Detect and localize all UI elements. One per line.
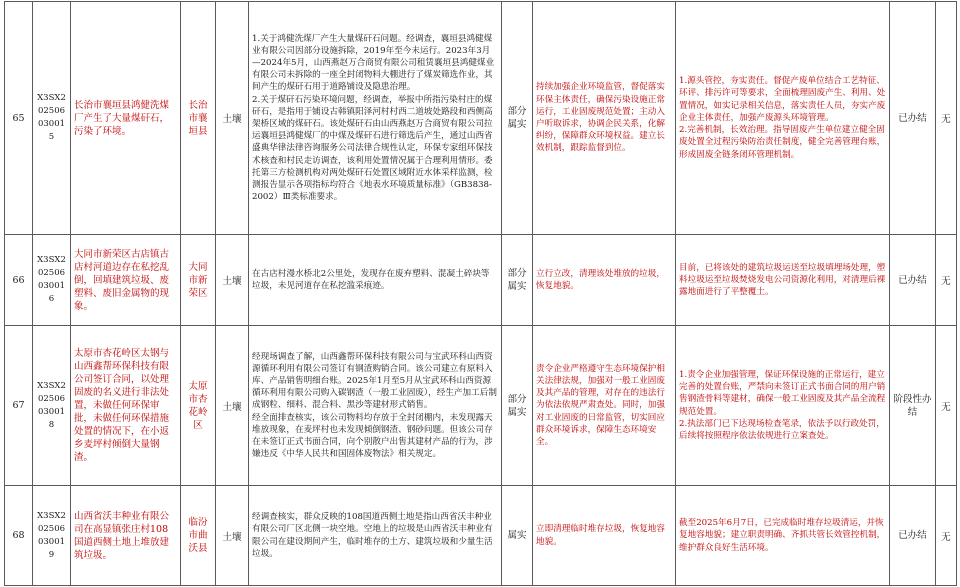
- row-number: 65: [5, 2, 33, 235]
- rectification-plan: 责令企业严格遵守生态环境保护相关法律法规，加强对一般工业固废及其产品的管理，对存在的违法行为依法依规严肃查处。同时，加强对工业固废的日常监管，切实回应群众环境诉求，保障生态环境安全。: [533, 326, 676, 486]
- administrative-region: 大同市新荣区: [181, 235, 216, 326]
- investigation-finding: [249, 326, 502, 486]
- rectification-progress: 截至2025年6月7日，已完成临时堆存垃圾清运，并恢复地容地貌；建立职责明确、齐抓共管长效管控机制，维护群众良好生活环境。: [676, 486, 890, 586]
- table-row: [5, 486, 957, 586]
- complaint-content: 大同市新荣区古店镇古店村河道边存在私挖乱倒，回填建筑垃圾、废塑料、废旧金属物的现象。: [71, 235, 181, 326]
- case-code: X3SX202506030016: [33, 235, 71, 326]
- complaint-table: [4, 1, 957, 586]
- investigation-finding: [249, 235, 502, 326]
- status-badge: 已办结: [890, 235, 936, 326]
- accountability: 无: [936, 2, 957, 235]
- row-number: 68: [5, 486, 33, 586]
- row-number: 66: [5, 235, 33, 326]
- rectification-progress: 1.责令企业加强管理，保证环保设施的正常运行，建立完善的处置台账，严禁向未签订正式书面合同的用户销售钢渣骨料等建材，确保一般工业固废及其产品全流程规范处置。 2.执法部门已下达现场检查笔录，依法予以行政处罚，后续将按照程序依法依规进行立案查处。: [676, 326, 890, 486]
- pollution-type: 土壤: [216, 326, 249, 486]
- accountability: 无: [936, 326, 957, 486]
- rectification-progress: 目前，已将该处的建筑垃圾运送至垃圾填埋场处理，塑料垃圾运至垃圾焚烧发电公司资源化利用，对清理后裸露地面进行了平整覆土。: [676, 235, 890, 326]
- rectification-progress: 1.源头管控，夯实责任。督促产废单位结合工艺特征、环评、排污许可等要求，全面梳理固废产生、利用、处置情况，如实记录相关信息，落实责任人员，夯实产废企业主体责任，加强产废源头环境管理。 2.完善机制，长效治理。指导固废产生单位建立健全固废处置全过程污染防治责任制度，健全完善管理台账，形成固废全链条闭环管理机制。: [676, 2, 890, 235]
- pollution-type: 土壤: [216, 235, 249, 326]
- pollution-type: 土壤: [216, 486, 249, 586]
- accountability: 无: [936, 235, 957, 326]
- table-row: [5, 235, 957, 326]
- complaint-content: 太原市杏花岭区太钢与山西鑫帮环保科技有限公司签订合同，以处理固废的名义进行非法处置，未做任何环保审批，未做任何环保措施处置的情况下，在小返乡麦坪村倾倒大量钢渣。: [71, 326, 181, 486]
- complaint-content: 长治市襄垣县鸿健洗煤厂产生了大量煤矸石，污染了环境。: [71, 2, 181, 235]
- rectification-plan: 持续加强企业环境监管，督促落实环保主体责任，确保污染设施正常运行，工业固废规范处置；主动入户听取诉求，协调企民关系，化解纠纷，保障群众环境权益。建立长效机制，跟踪监督到位。: [533, 2, 676, 235]
- case-code: X3SX202506030018: [33, 326, 71, 486]
- status-badge: 已办结: [890, 486, 936, 586]
- row-number: 67: [5, 326, 33, 486]
- accountability: 无: [936, 486, 957, 586]
- pollution-type: 土壤: [216, 2, 249, 235]
- administrative-region: 临汾市曲沃县: [181, 486, 216, 586]
- finding-text: 经现场调查了解，山西鑫帮环保科技有限公司与宝武环科山西资源循环利用有限公司签订有钢渣购销合同。该公司建立有原料入库、产品销售明细台账。2025年1月至5月从宝武环科山西资源循环利用有限公司购入碳钢渣（一般工业固废），经生产加工后制成钢粒、细料、混合料、黑沙等建材形式销售。 经全面排查核实，该公司物料均存放于全封闭棚内，未发现露天堆放现象，在麦坪村也未发现倾倒钢渣、钢砂问题。但该公司存在未签订正式书面合同，向个别散户出售其建材产品的行为，涉嫌违反《中华人民共和国固体废物法》相关规定。: [252, 351, 497, 460]
- verdict: 属实: [502, 486, 533, 586]
- status-badge: 阶段性办结: [890, 326, 936, 486]
- investigation-finding: [249, 2, 502, 235]
- complaint-content: 山西省沃丰种业有限公司在高显镇张庄村108国道西侧土地上堆放建筑垃圾。: [71, 486, 181, 586]
- verdict: 部分属实: [502, 2, 533, 235]
- investigation-finding: [249, 486, 502, 586]
- case-code: X3SX202506030019: [33, 486, 71, 586]
- rectification-plan: 立行立改，清理该处堆放的垃圾，恢复地貌。: [533, 235, 676, 326]
- verdict: 部分属实: [502, 235, 533, 326]
- table-row: [5, 326, 957, 486]
- finding-text: 在古店村漫水桥北2公里处，发现存在废弃塑料、混凝土碎块等垃圾，未见河道存在私挖滥采痕迹。: [252, 268, 490, 291]
- verdict: 部分属实: [502, 326, 533, 486]
- table-row: [5, 2, 957, 235]
- finding-text: 经调查核实，群众反映的108国道西侧土地是指山西省沃丰种业有限公司厂区北侧一块空地。空地上的垃圾是山西省沃丰种业有限公司在建设期间产生，临时堆存的土方、建筑垃圾和少量生活垃圾。: [252, 512, 493, 559]
- rectification-plan: 立即清理临时堆存垃圾，恢复地容地貌。: [533, 486, 676, 586]
- finding-text: 1.关于鸿健洗煤厂产生大量煤矸石问题。经调查，襄垣县鸿健煤业有限公司因部分设施拆除，2019年至今未运行。2023年3月—2024年5月，山西燕赵万合商贸有限公司租赁襄垣县鸿健煤业有限公司未拆除的一座全封闭物料大棚进行了煤炭筛选作业，其间产生的煤矸石用于道路铺设及隐患治理。 2.关于煤矸石污染环境问题，经调查，举报中所指污染村庄的煤矸石，是指用于铺设古韩镇阳泽河村村西二道坡处路段和西侧高架桥区域的煤矸石。该处煤矸石由山西燕赵万合商贸有限公司拉运襄垣县鸿健煤厂的中煤及煤矸石进行筛选后产生，通过山西省盛典华律法律咨询服务公司法律合规性认定，环保专家组环保技术核查和村民走访调查，该利用处置情况属于合理利用情形。委托第三方检测机构对两处煤矸石处置区域附近水体采样监测，检测报告显示各项指标均符合《地表水环境质量标准》（GB3838-2002）Ⅲ类标准要求。: [252, 33, 495, 203]
- case-code: X3SX202506030015: [33, 2, 71, 235]
- administrative-region: 长治市襄垣县: [181, 2, 216, 235]
- administrative-region: 太原市杏花岭区: [181, 326, 216, 486]
- status-badge: 已办结: [890, 2, 936, 235]
